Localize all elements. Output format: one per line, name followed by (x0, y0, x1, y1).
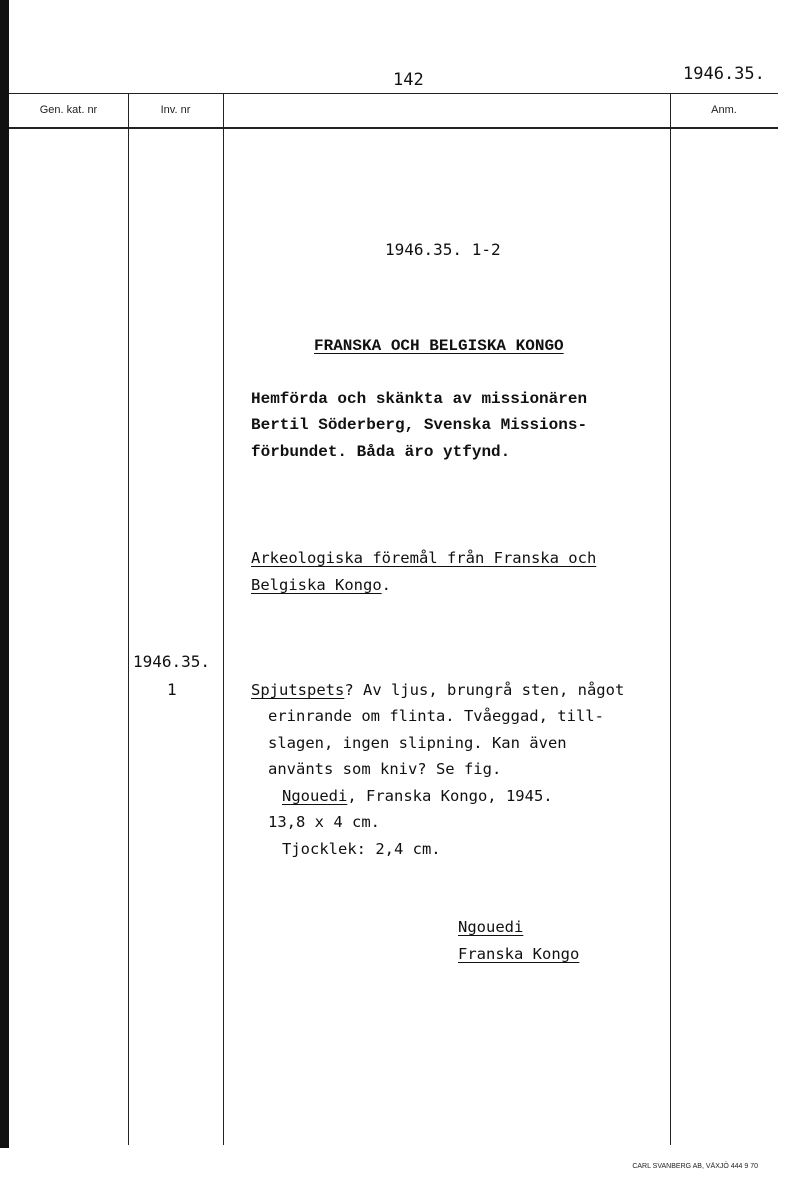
column-divider-3 (670, 93, 671, 1145)
column-header-gen-kat-nr: Gen. kat. nr (39, 104, 98, 116)
category-line-2-rest: . (381, 576, 391, 594)
category-line-2-underlined: Belgiska Kongo (251, 576, 382, 594)
category-line-1: Arkeologiska föremål från Franska och (251, 549, 597, 567)
entry-heading: FRANSKA OCH BELGISKA KONGO (314, 337, 564, 355)
item-size: 13,8 x 4 cm. (268, 813, 380, 831)
donation-line-1: Hemförda och skänkta av missionären (251, 390, 588, 408)
donation-line-2: Bertil Söderberg, Svenska Missions- (251, 416, 588, 434)
column-header-anm: Anm. (711, 104, 737, 116)
category-line-2 (251, 576, 391, 594)
item-desc-line-3: använts som kniv? Se fig. (268, 760, 502, 778)
item-line-1-rest: ? Av ljus, brungrå sten, något (344, 681, 625, 699)
page-number: 142 (393, 70, 424, 90)
location-tag-line-1: Ngouedi (458, 918, 524, 936)
item-place-line (282, 787, 553, 805)
header-bottom-rule (9, 127, 778, 129)
left-margin-bar (0, 0, 9, 1148)
item-name: Spjutspets (251, 681, 345, 699)
item-desc-line-1: erinrande om flinta. Tvåeggad, till- (268, 707, 604, 725)
item-inv-subnumber: 1 (167, 680, 177, 699)
header-top-rule (9, 93, 778, 94)
item-place-rest: , Franska Kongo, 1945. (347, 787, 553, 805)
column-divider-2 (223, 93, 224, 1145)
item-line-1 (251, 681, 624, 699)
item-inv-number: 1946.35. (133, 652, 211, 671)
column-divider-1 (128, 93, 129, 1145)
printer-footer: CARL SVANBERG AB, VÄXJÖ 444 9 70 (632, 1163, 758, 1170)
item-place: Ngouedi (282, 787, 348, 805)
entry-range: 1946.35. 1-2 (385, 240, 501, 259)
item-desc-line-2: slagen, ingen slipning. Kan även (268, 734, 567, 752)
location-tag-line-2: Franska Kongo (458, 945, 580, 963)
item-thickness: Tjocklek: 2,4 cm. (282, 840, 441, 858)
accession-header: 1946.35. (683, 64, 765, 84)
column-header-inv-nr: Inv. nr (160, 104, 191, 116)
donation-line-3: förbundet. Båda äro ytfynd. (251, 443, 511, 461)
